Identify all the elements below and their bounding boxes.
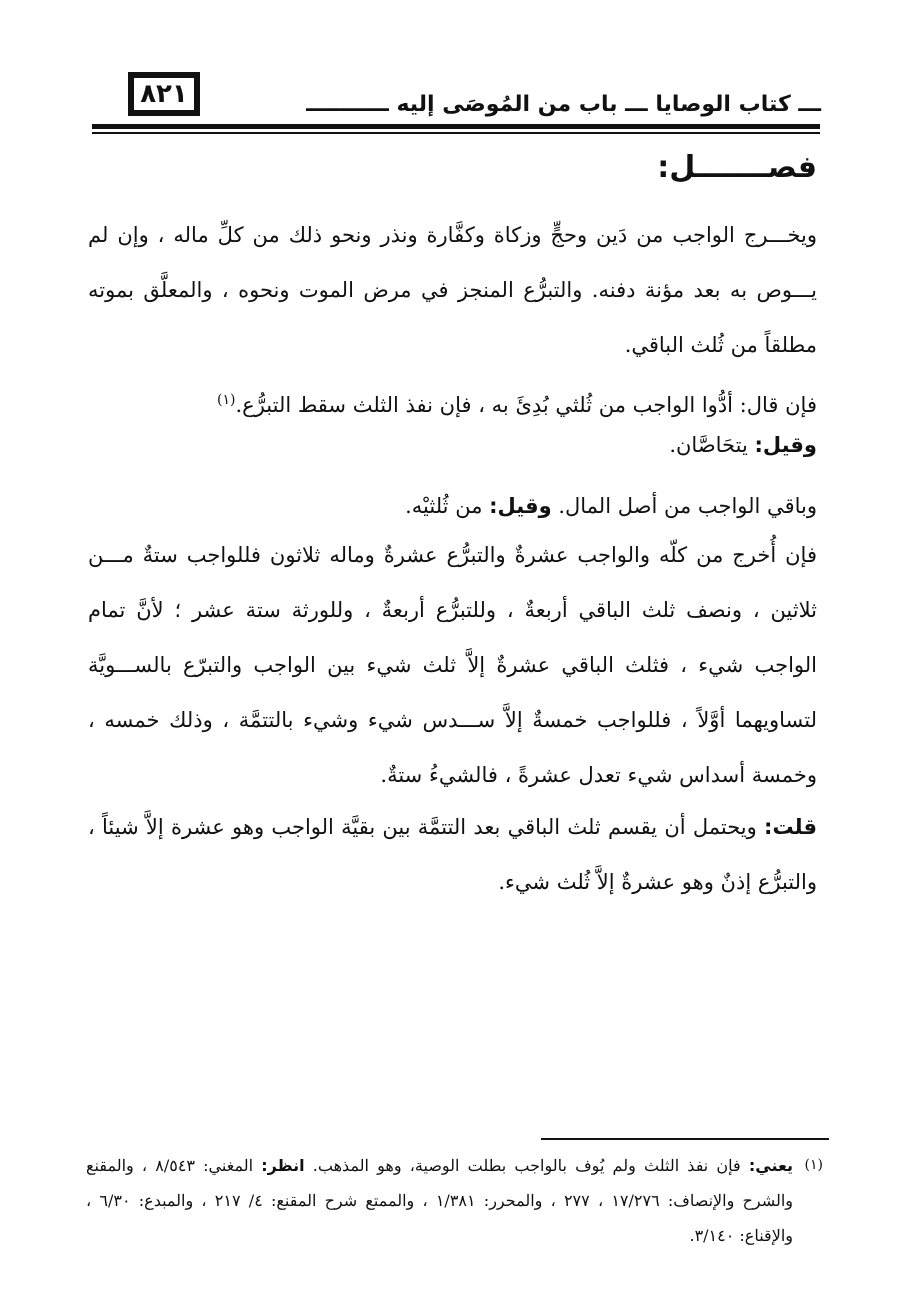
footnote — [86, 1148, 821, 1253]
paragraph-3 — [88, 418, 817, 473]
footnote-text-b: المغني: ٨/٥٤٣ ، والمقنع والشرح والإنصاف: ١٧/٢٧٦ ، ٢٧٧ ، والمحرر: ١/٣٨١ ، والممتع شرح المقنع: ٤/ ٢١٧ ، والمبدع: ٦/٣٠ ، والإقناع: ٣/١٤٠. — [86, 1156, 794, 1245]
footnote-marker: (١) — [804, 1157, 823, 1173]
footnote-text-a: فإن نفذ الثلث ولم يُوف بالواجب بطلت الوصية، وهو المذهب. — [304, 1156, 749, 1175]
paragraph-3-text: يتحَاصَّان. — [669, 433, 755, 457]
qultu-label: قلت: — [764, 815, 817, 839]
paragraph-1-text: ويخـــرج الواجب من دَين وحجٍّ وزكاة وكفَّارة ونذر ونحو ذلك من كلِّ ماله ، وإن لم يـــوص به بعد مؤنة دفنه. والتبرُّع المنجز في مرض الموت ونحوه ، والمعلَّق بموته مطلقاً من ثُلث الباقي. — [88, 223, 817, 357]
paragraph-1 — [88, 208, 817, 373]
header-rule — [92, 124, 820, 129]
footnote-anzur: انظر: — [261, 1156, 305, 1175]
paragraph-5 — [88, 528, 817, 803]
paragraph-6 — [88, 800, 817, 910]
paragraph-4-text-b: من ثُلثيْه. — [405, 494, 490, 518]
qila-label-2: وقيل: — [489, 494, 552, 518]
paragraph-4-text-a: وباقي الواجب من أصل المال. — [551, 494, 817, 518]
footnote-label: يعني: — [748, 1156, 794, 1175]
running-head: ـــ كتاب الوصايا ـــ باب من المُوصَى إليه ـــــــــــ — [306, 92, 821, 117]
footnote-reference[interactable]: (١) — [217, 392, 236, 408]
header-rule-thin — [92, 132, 820, 134]
paragraph-6-text: ويحتمل أن يقسم ثلث الباقي بعد التتمَّة بين بقيَّة الواجب وهو عشرة إلاَّ شيئاً ، والتبرُّع إذنٌ وهو عشرةٌ إلاَّ ثُلث شيء. — [88, 815, 817, 894]
paragraph-5-text: فإن أُخرج من كلّه والواجب عشرةٌ والتبرُّع عشرةٌ وماله ثلاثون فللواجب ستةٌ مـــن ثلاثين ، ونصف ثلث الباقي أربعةٌ ، وللتبرُّع أربعةٌ ، وللورثة ستة عشر ؛ لأنَّ تمام الواجب شيء ، فثلث الباقي عشرةٌ إلاَّ ثلث شيء بين الواجب والتبرّع بالســـويَّة لتساويهما أوَّلاً ، فللواجب خمسةٌ إلاَّ ســـدس شيء وشيء بالتتمَّة ، وذلك خمسه ، وخمسة أسداس شيء تعدل عشرةً ، فالشيءُ ستةٌ. — [88, 543, 817, 787]
page-number-text: ٨٢١ — [140, 79, 188, 109]
paragraph-4 — [88, 479, 817, 534]
footnote-separator — [541, 1138, 829, 1140]
qila-label: وقيل: — [754, 433, 817, 457]
paragraph-2-text: فإن قال: أدُّوا الواجب من ثُلثي بُدِئَ به ، فإن نفذ الثلث سقط التبرُّع. — [235, 393, 817, 417]
page-number — [128, 72, 200, 116]
section-heading: فصـــــــل: — [657, 150, 817, 185]
